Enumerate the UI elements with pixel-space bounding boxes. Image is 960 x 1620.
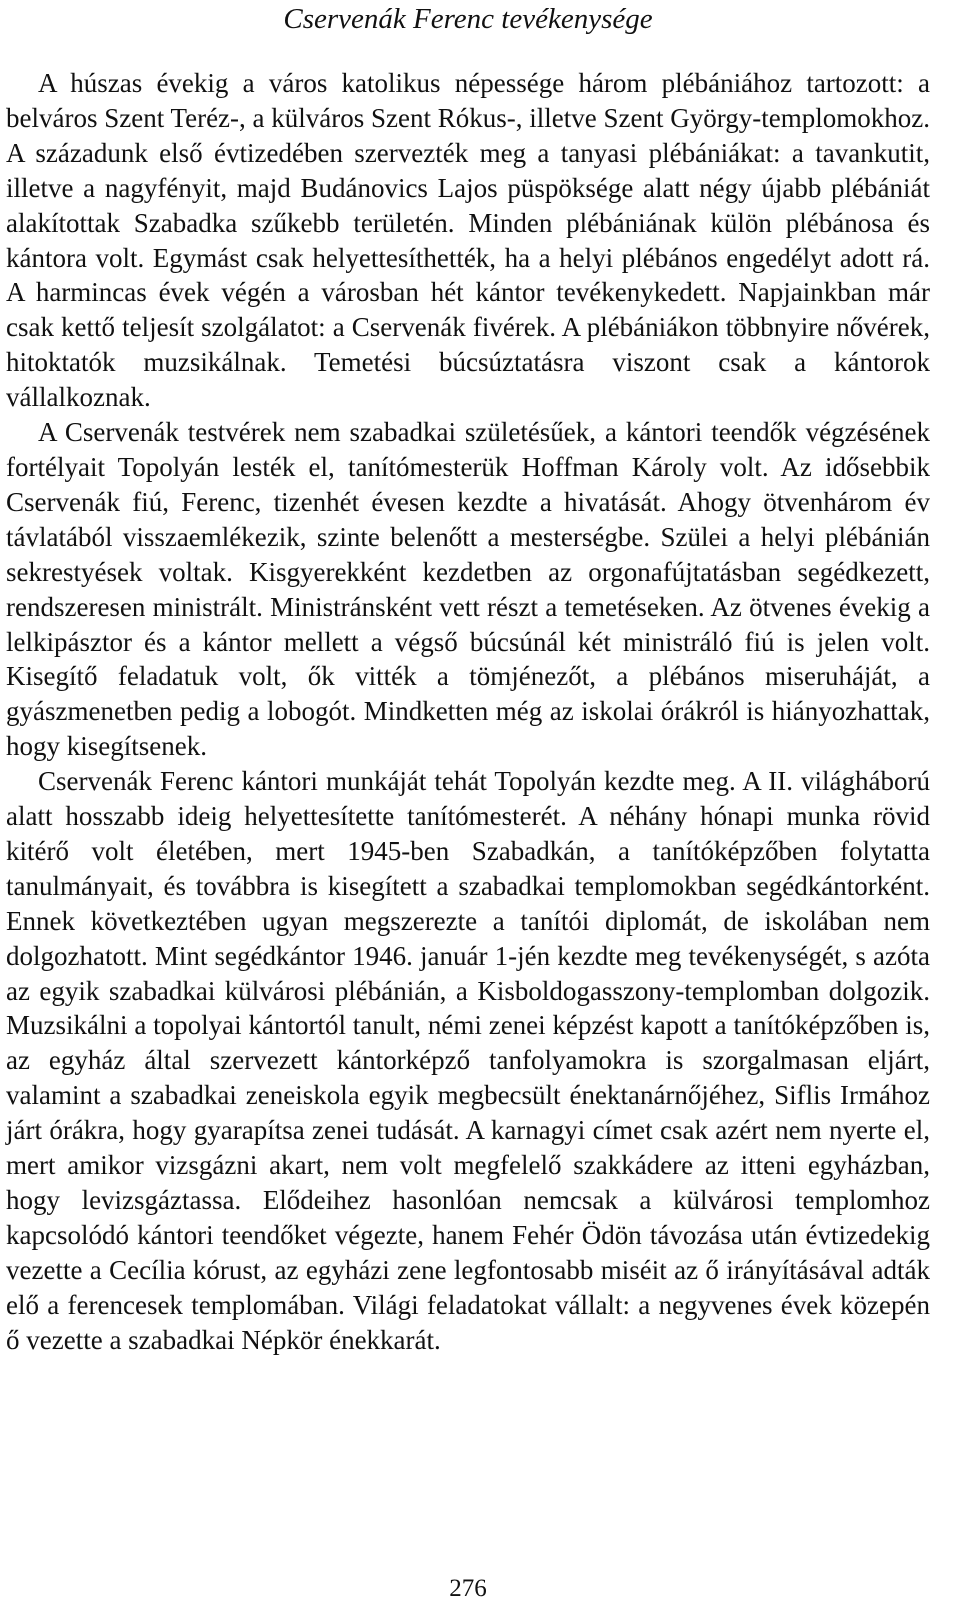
book-page <box>6 0 930 1620</box>
paragraph-3: Cservenák Ferenc kántori munkáját tehát Topolyán kezdte meg. A II. világháború alatt hosszabb ideig helyettesítette tanítómesterét. A néhány hónapi munka rövid kitérő volt életében, mert 1945-ben Szabadkán, a tanítóképzőben folytatta tanulmányait, és továbbra is kisegített a szabadkai templomokban segédkántorként. Ennek következtében ugyan megszerezte a tanítói diplomát, de iskolában nem dolgozhatott. Mint segédkántor 1946. január 1-jén kezdte meg tevékenységét, s azóta az egyik szabadkai külvárosi plébánián, a Kisboldogasszony-templomban dolgozik. Muzsikálni a topolyai kántortól tanult, némi zenei képzést kapott a tanítóképzőben is, az egyház által szervezett kántorképző tanfolyamokra is szorgalmasan eljárt, valamint a szabadkai zeneiskola egyik megbecsült énektanárnőjéhez, Siflis Irmához járt órákra, hogy gyarapítsa zenei tudását. A karnagyi címet csak azért nem nyerte el, mert amikor vizsgázni akart, nem volt megfelelő szakkádere az itteni egyházban, hogy levizsgáztassa. Elődeihez hasonlóan nemcsak a külvárosi templomhoz kapcsolódó kántori teendőket végezte, hanem Fehér Ödön távozása után évtizedekig vezette a Cecília kórust, az egyházi zene legfontosabb miséit az ő irányításával adták elő a ferencesek templomában. Világi feladatokat vállalt: a negyvenes évek közepén ő vezette a szabadkai Népkör énekkarát. <box>6 766 930 1355</box>
paragraph-2: A Cservenák testvérek nem szabadkai születésűek, a kántori teendők végzésének fortélyait Topolyán lesték el, tanítómesterük Hoffman Károly volt. Az idősebbik Cservenák fiú, Ferenc, tizenhét évesen kezdte a hivatását. Ahogy ötvenhárom év távlatából visszaemlékezik, szinte belenőtt a mesterségbe. Szülei a helyi plébánián sekrestyések voltak. Kisgyerekként kezdetben az orgonafújtatásban segédkezett, rendszeresen ministrált. Ministránsként vett részt a temetéseken. Az ötvenes évekig a lelkipásztor és a kántor mellett a végső búcsúnál két ministráló fiú is jelen volt. Kisegítő feladatuk volt, ők vitték a tömjénezőt, a plébános miseruháját, a gyászmenetben pedig a lobogót. Mindketten még az iskolai órákról is hiányozhattak, hogy kisegítsenek. <box>6 417 930 762</box>
page-number: 276 <box>449 1575 487 1602</box>
running-header: Cservenák Ferenc tevékenysége <box>283 3 653 35</box>
paragraph-1: A húszas évekig a város katolikus népessége három plébániához tartozott: a belváros Szent Teréz-, a külváros Szent Rókus-, illetve Szent György-templomokhoz. A századunk első évtizedében szervezték meg a tanyasi plébániákat: a tavankutit, illetve a nagyfényit, majd Budánovics Lajos püspöksége alatt négy újabb plébániát alakítottak Szabadka szűkebb területén. Minden plébániának külön plébánosa és kántora volt. Egymást csak helyettesíthették, ha a helyi plébános engedélyt adott rá. A harmincas évek végén a városban hét kántor tevékenykedett. Napjainkban már csak kettő teljesít szolgálatot: a Cservenák fivérek. A plébániákon többnyire nővérek, hitoktatók muzsikálnak. Temetési búcsúztatásra viszont csak a kántorok vállalkoznak. <box>6 68 930 413</box>
body-text <box>6 66 930 1358</box>
